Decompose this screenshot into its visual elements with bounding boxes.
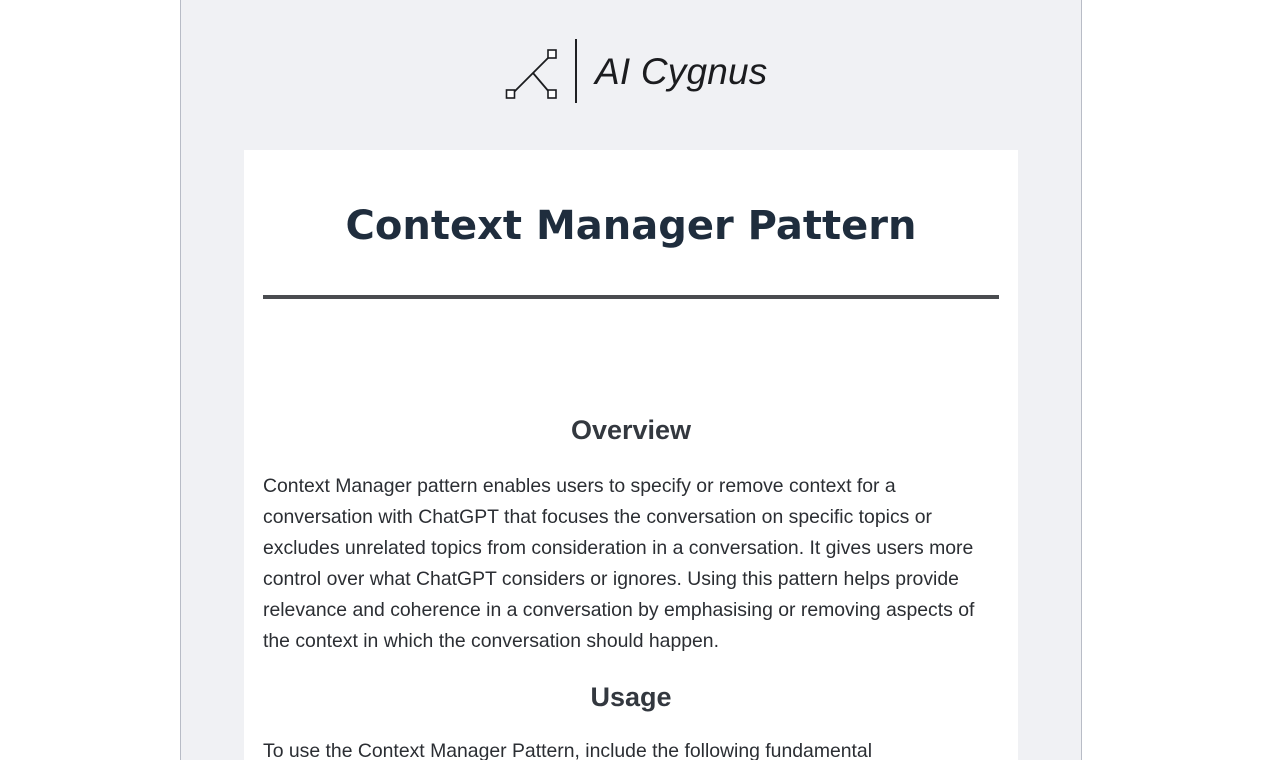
article-card xyxy=(244,150,1018,760)
brand-header[interactable] xyxy=(505,38,768,104)
usage-heading: Usage xyxy=(590,682,672,712)
overview-heading: Overview xyxy=(570,415,692,445)
overview-paragraph: Context Manager pattern enables users to specify or remove context for a conversation with ChatGPT that focuses the conversation on specific topics or excludes unrelated topics from consideration in a conversation. It gives users more control over what ChatGPT considers or ignores. Using this pattern helps provide relevance and coherence in a conversation by emphasising or removing aspects of the context in which the conversation should happen. xyxy=(263,475,975,652)
usage-paragraph: To use the Context Manager Pattern, include the following fundamental xyxy=(263,740,873,760)
node-graph-icon xyxy=(505,41,561,101)
brand-name: AI Cygnus xyxy=(595,50,768,92)
title-divider xyxy=(263,295,999,299)
page-container xyxy=(180,0,1082,760)
brand-divider xyxy=(575,39,577,103)
page-title: Context Manager Pattern xyxy=(345,203,917,249)
